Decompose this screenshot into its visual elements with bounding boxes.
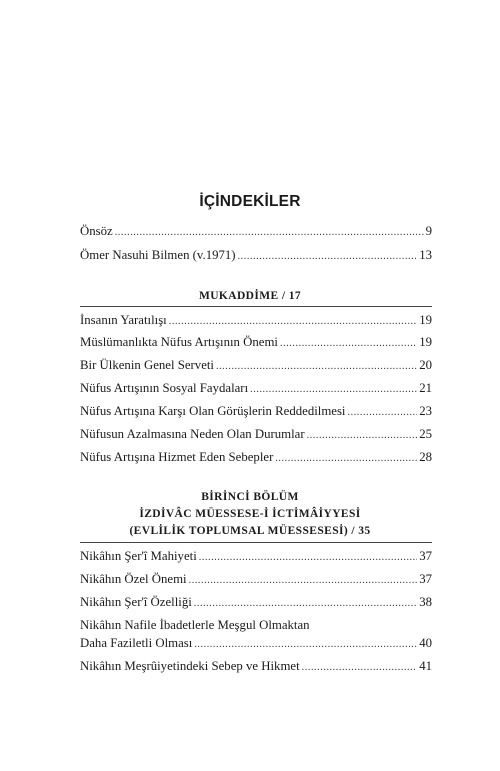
section-divider xyxy=(80,306,432,307)
toc-entry xyxy=(80,358,432,374)
dot-leader xyxy=(307,430,418,441)
dot-leader xyxy=(275,453,417,464)
toc-entry-page: 28 xyxy=(419,450,432,464)
toc-entry-label: Nüfus Artışına Karşı Olan Görüşlerin Reddedilmesi xyxy=(80,404,346,418)
toc-entry xyxy=(80,427,432,443)
toc-entry-label: Nikâhın Meşrûiyetindeki Sebep ve Hikmet xyxy=(80,659,300,673)
dot-leader xyxy=(189,575,418,586)
toc-entry-page: 37 xyxy=(419,572,432,586)
toc-entry-page: 23 xyxy=(419,404,432,418)
toc-entry-page: 19 xyxy=(419,313,432,327)
toc-entry-page: 40 xyxy=(419,636,432,650)
dot-leader xyxy=(302,662,418,673)
dot-leader xyxy=(280,338,417,349)
dot-leader xyxy=(194,598,417,609)
toc-entry-page: 21 xyxy=(419,381,432,395)
dot-leader xyxy=(194,639,417,650)
toc-entry xyxy=(80,572,432,588)
toc-entry xyxy=(80,404,432,420)
toc-entry-label: Nüfusun Azalmasına Neden Olan Durumlar xyxy=(80,427,305,441)
dot-leader xyxy=(199,552,417,563)
section-subheading: İZDİVÂC MÜESSESE-İ İCTİMÂİYYESİ xyxy=(139,508,361,520)
toc-entry-page: 20 xyxy=(419,358,432,372)
section-heading-birinci-bolum: BİRİNCİ BÖLÜM xyxy=(201,491,299,503)
toc-entry-label: Bir Ülkenin Genel Serveti xyxy=(80,358,214,372)
toc-entry-page: 25 xyxy=(419,427,432,441)
dot-leader xyxy=(250,384,417,395)
toc-entry-label: Nikâhın Özel Önemi xyxy=(80,572,187,586)
toc-entry-page: 19 xyxy=(419,335,432,349)
toc-entry-label: İnsanın Yaratılışı xyxy=(80,313,167,327)
toc-entry-bilmen xyxy=(80,248,432,264)
toc-entry-label-line1: Nikâhın Nafile İbadetlerle Meşgul Olmaktan xyxy=(80,618,310,632)
toc-entry-page: 9 xyxy=(425,224,432,238)
toc-entry-label: Nüfus Artışının Sosyal Faydaları xyxy=(80,381,249,395)
section-subheading: (EVLİLİK TOPLUMSAL MÜESSESESİ) / 35 xyxy=(129,525,371,537)
toc-entry-page: 41 xyxy=(419,659,432,673)
toc-entry-label: Müslümanlıkta Nüfus Artışının Önemi xyxy=(80,335,278,349)
toc-entry xyxy=(80,636,432,652)
toc-entry xyxy=(80,549,432,565)
toc-entry-label: Nüfus Artışına Hizmet Eden Sebepler xyxy=(80,450,274,464)
toc-entry-label: Nikâhın Şer'î Mahiyeti xyxy=(80,549,197,563)
dot-leader xyxy=(115,227,424,238)
toc-entry-label: Daha Faziletli Olması xyxy=(80,636,193,650)
toc-entry-label: Önsöz xyxy=(80,224,113,238)
section-heading-mukaddime: MUKADDİME / 17 xyxy=(198,290,302,302)
page-title: İÇİNDEKİLER xyxy=(199,193,301,210)
toc-entry xyxy=(80,313,432,329)
toc-entry-label: Nikâhın Şer'î Özelliği xyxy=(80,595,192,609)
section-divider xyxy=(80,542,432,543)
toc-entry xyxy=(80,659,432,675)
toc-entry xyxy=(80,595,432,611)
dot-leader xyxy=(216,361,417,372)
toc-entry-onsoz xyxy=(80,224,432,240)
toc-entry-page: 37 xyxy=(419,549,432,563)
toc-entry-page: 13 xyxy=(419,248,432,262)
toc-entry xyxy=(80,450,432,466)
dot-leader xyxy=(169,316,417,327)
dot-leader xyxy=(238,251,418,262)
toc-entry-label: Ömer Nasuhi Bilmen (v.1971) xyxy=(80,248,236,262)
toc-entry-page: 38 xyxy=(419,595,432,609)
dot-leader xyxy=(348,407,418,418)
toc-entry xyxy=(80,335,432,351)
toc-entry xyxy=(80,381,432,397)
